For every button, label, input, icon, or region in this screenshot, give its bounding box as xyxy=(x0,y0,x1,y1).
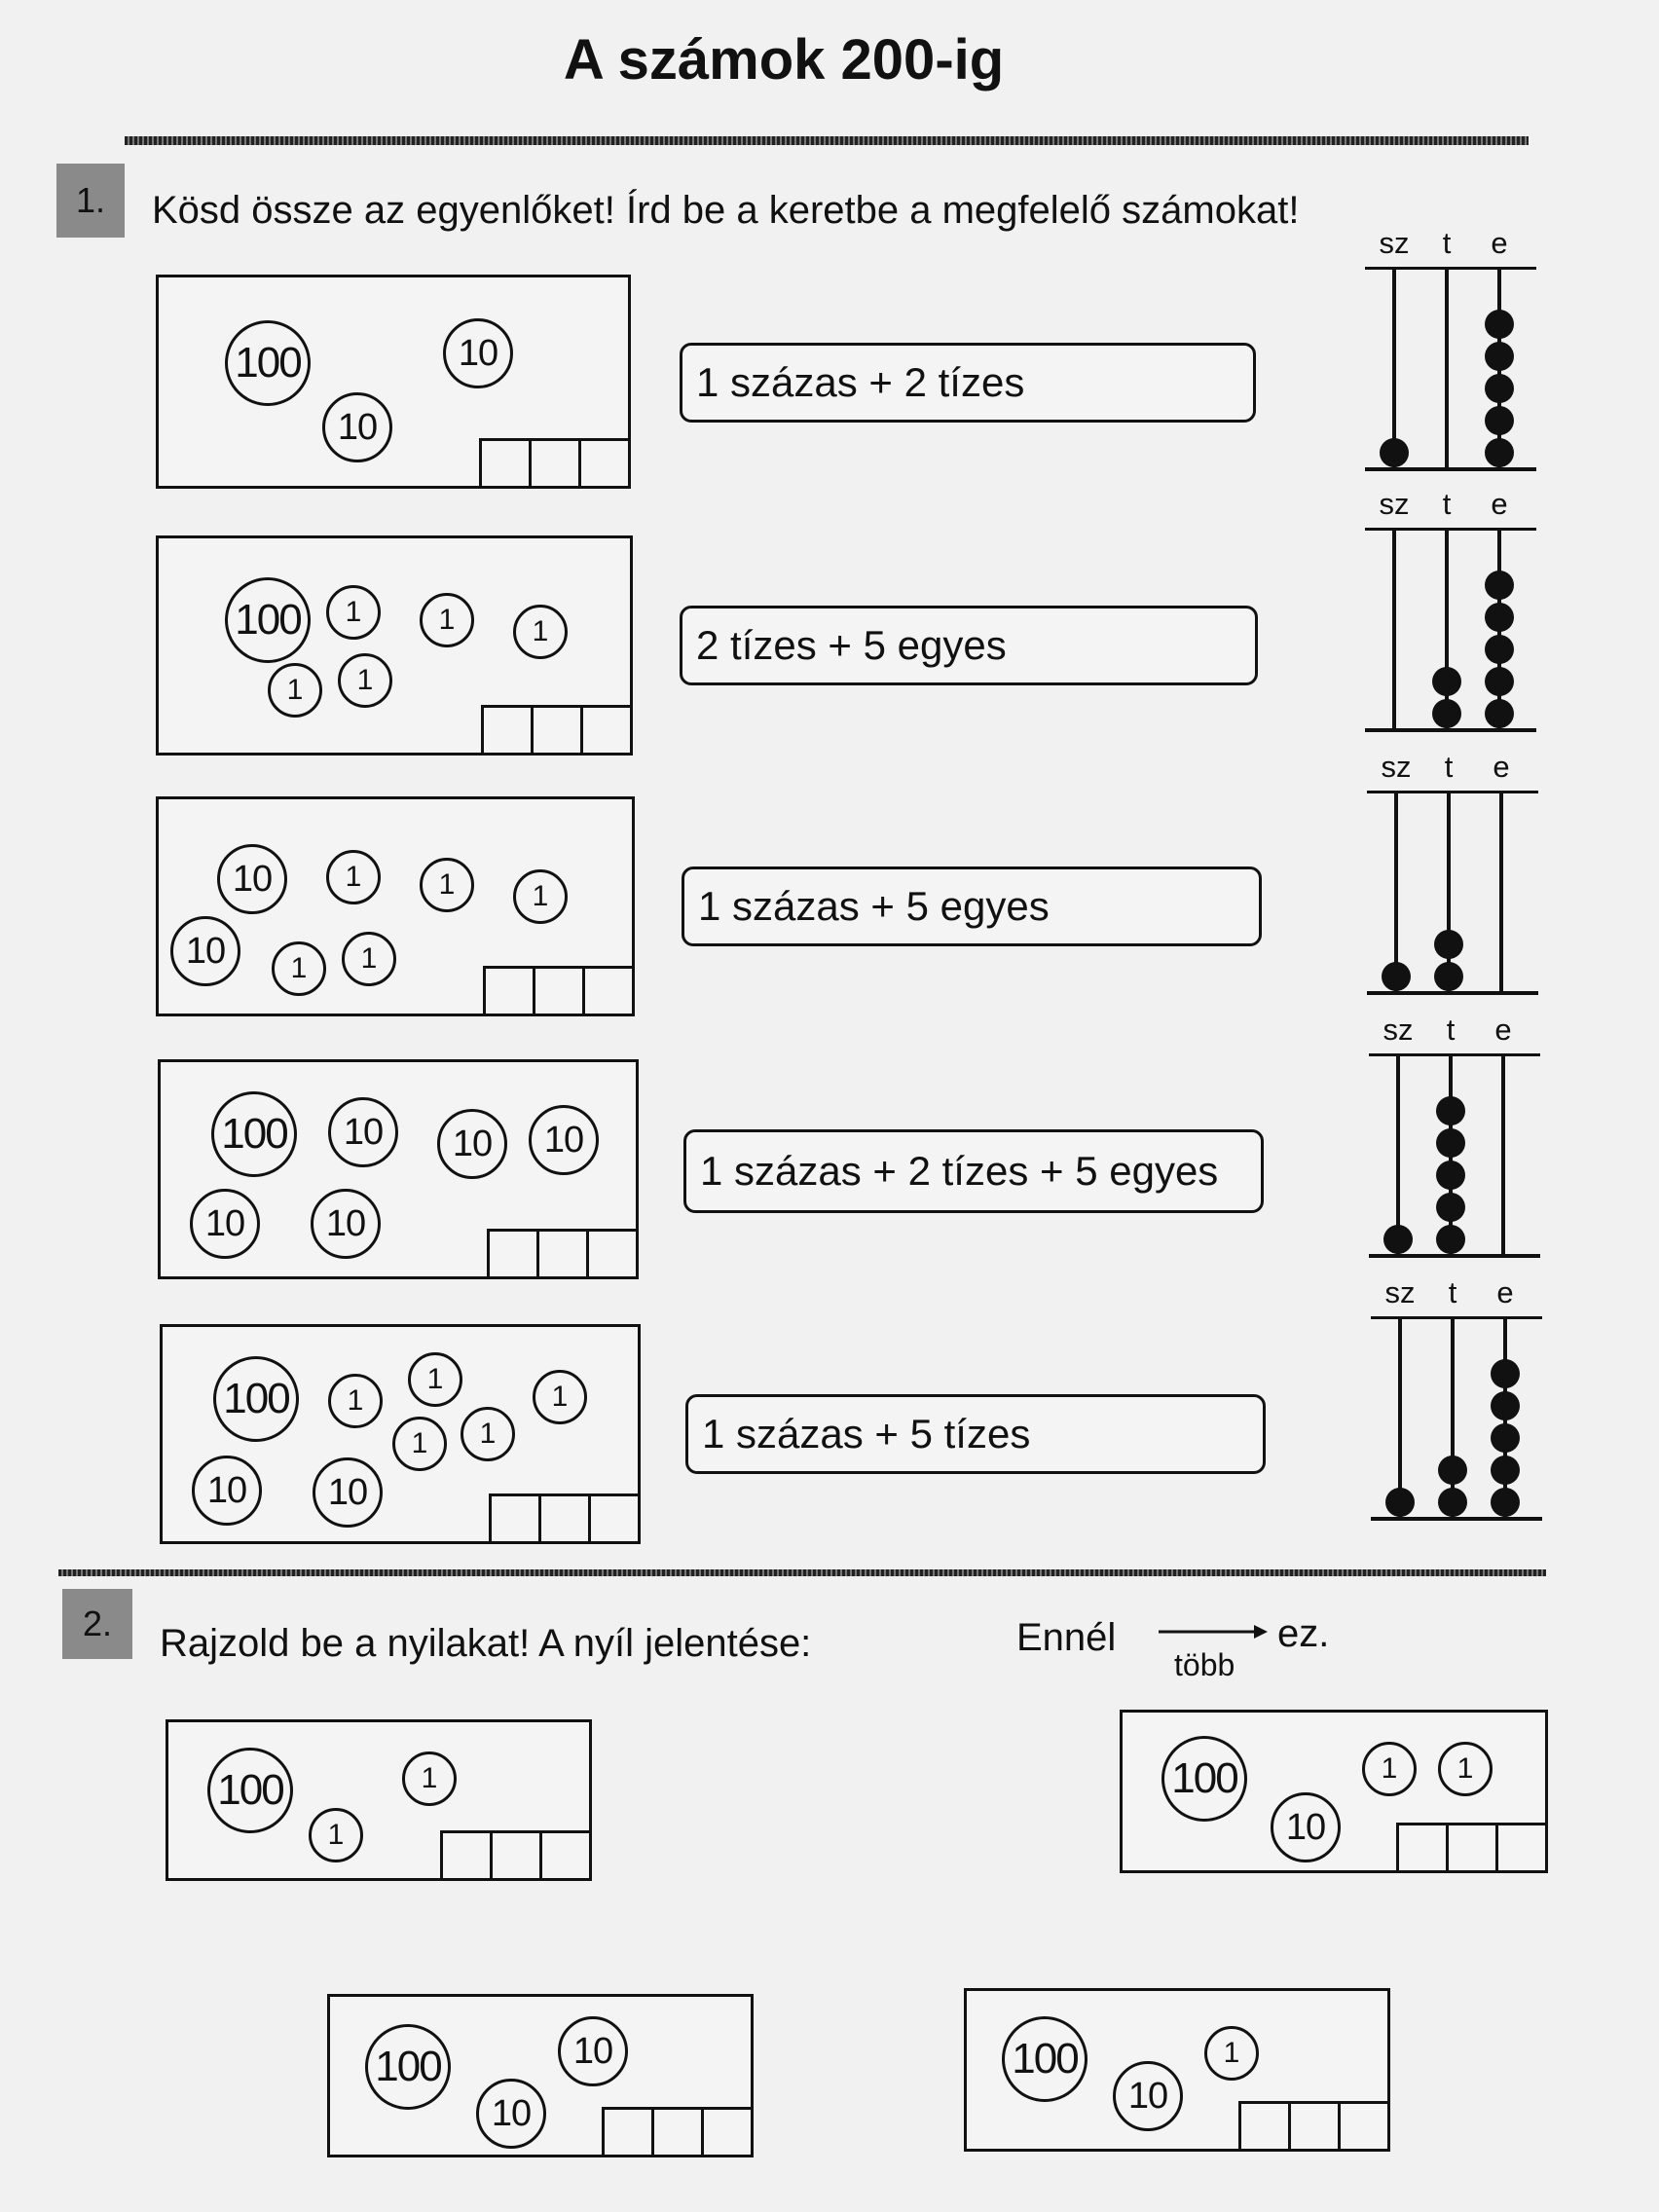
answer-box-ones[interactable] xyxy=(580,705,633,756)
coin-1: 1 xyxy=(420,593,474,647)
section-rule xyxy=(58,1569,1546,1576)
answer-box-ones[interactable] xyxy=(578,438,631,489)
answer-box-ones[interactable] xyxy=(582,966,635,1016)
coin-100: 100 xyxy=(211,1091,297,1177)
abacus-top-bar xyxy=(1365,528,1536,531)
abacus-label-e: e xyxy=(1491,487,1508,521)
abacus xyxy=(1365,226,1536,471)
answer-box-hundreds[interactable] xyxy=(481,705,534,756)
coin-1: 1 xyxy=(326,585,381,640)
abacus-label-sz: sz xyxy=(1384,1275,1416,1309)
abacus-label-sz: sz xyxy=(1381,750,1412,784)
answer-box-hundreds[interactable] xyxy=(479,438,532,489)
abacus-bead xyxy=(1432,699,1461,728)
answer-box-hundreds[interactable] xyxy=(440,1830,493,1881)
answer-box-tens[interactable] xyxy=(490,1830,542,1881)
abacus-bead xyxy=(1491,1391,1520,1420)
coin-100: 100 xyxy=(1161,1736,1247,1822)
coin-100: 100 xyxy=(225,320,311,406)
task1-number: 1. xyxy=(56,164,125,238)
abacus xyxy=(1367,750,1538,995)
coin-1: 1 xyxy=(1204,2026,1259,2081)
abacus-bead xyxy=(1434,962,1463,991)
abacus-bead xyxy=(1491,1359,1520,1388)
answer-box-hundreds[interactable] xyxy=(487,1229,539,1279)
abacus-bead xyxy=(1380,438,1409,467)
abacus-label-t: t xyxy=(1442,487,1452,521)
task1-card-1[interactable] xyxy=(156,275,631,489)
coin-1: 1 xyxy=(461,1407,515,1461)
abacus-base xyxy=(1369,1254,1540,1258)
answer-boxes[interactable] xyxy=(1399,1823,1548,1873)
abacus-label-e: e xyxy=(1494,1013,1512,1047)
coin-1: 1 xyxy=(338,653,392,708)
answer-box-ones[interactable] xyxy=(539,1830,592,1881)
abacus-bead xyxy=(1485,635,1514,664)
abacus-bead xyxy=(1485,374,1514,403)
abacus-base xyxy=(1367,991,1538,995)
abacus-label-t: t xyxy=(1448,1275,1457,1309)
answer-box-hundreds[interactable] xyxy=(483,966,535,1016)
abacus-label-sz: sz xyxy=(1382,1013,1414,1047)
abacus-bead xyxy=(1436,1128,1465,1158)
answer-box-ones[interactable] xyxy=(701,2107,754,2157)
abacus-label-t: t xyxy=(1442,226,1452,260)
abacus-top-bar xyxy=(1371,1316,1542,1319)
task2-card-3[interactable] xyxy=(327,1994,754,2157)
abacus-label-t: t xyxy=(1444,750,1454,784)
coin-10: 10 xyxy=(192,1456,262,1526)
abacus-base xyxy=(1365,467,1536,471)
abacus-top-bar xyxy=(1365,267,1536,270)
abacus-bead xyxy=(1491,1488,1520,1517)
abacus-bead xyxy=(1491,1423,1520,1453)
coin-1: 1 xyxy=(328,1374,383,1428)
answer-box-hundreds[interactable] xyxy=(1396,1823,1449,1873)
coin-1: 1 xyxy=(402,1751,457,1806)
answer-box-ones[interactable] xyxy=(588,1493,641,1544)
abacus-top-bar xyxy=(1369,1053,1540,1056)
answer-box-hundreds[interactable] xyxy=(489,1493,541,1544)
abacus-bead xyxy=(1485,603,1514,632)
abacus-bead xyxy=(1432,667,1461,696)
task1-card-4[interactable] xyxy=(158,1059,639,1279)
coin-10: 10 xyxy=(190,1189,260,1259)
abacus-bead xyxy=(1382,962,1411,991)
abacus-label-t: t xyxy=(1446,1013,1456,1047)
coin-100: 100 xyxy=(207,1748,293,1833)
answer-box-ones[interactable] xyxy=(1495,1823,1548,1873)
abacus-bead xyxy=(1485,571,1514,600)
task1-instruction: Kösd össze az egyenlőket! Írd be a keretbe a megfelelő számokat! xyxy=(152,189,1300,232)
abacus-bead xyxy=(1491,1456,1520,1485)
coin-1: 1 xyxy=(408,1352,462,1407)
answer-boxes[interactable] xyxy=(1241,2101,1390,2152)
abacus-bead xyxy=(1438,1488,1467,1517)
abacus-rod-e xyxy=(1499,793,1503,993)
coin-1: 1 xyxy=(1438,1742,1493,1796)
abacus-bead xyxy=(1485,438,1514,467)
coin-10: 10 xyxy=(322,392,392,462)
answer-box-hundreds[interactable] xyxy=(602,2107,654,2157)
coin-1: 1 xyxy=(513,869,568,924)
abacus xyxy=(1369,1013,1540,1258)
task2-instruction: Rajzold be a nyilakat! A nyíl jelentése: xyxy=(160,1622,812,1665)
abacus-base xyxy=(1371,1517,1542,1521)
answer-box-tens[interactable] xyxy=(651,2107,704,2157)
answer-box-tens[interactable] xyxy=(538,1493,591,1544)
abacus-bead xyxy=(1434,930,1463,959)
abacus-rod-sz xyxy=(1392,530,1396,730)
task2-card-1[interactable] xyxy=(166,1719,592,1881)
answer-boxes[interactable] xyxy=(484,705,633,756)
coin-10: 10 xyxy=(1113,2061,1183,2131)
answer-box-hundreds[interactable] xyxy=(1238,2101,1291,2152)
abacus-label-e: e xyxy=(1493,750,1510,784)
coin-1: 1 xyxy=(272,941,326,996)
coin-10: 10 xyxy=(529,1105,599,1175)
coin-100: 100 xyxy=(225,577,311,663)
abacus-label-e: e xyxy=(1491,226,1508,260)
abacus-top-bar xyxy=(1367,791,1538,793)
abacus-bead xyxy=(1436,1193,1465,1222)
task1-card-3[interactable] xyxy=(156,796,635,1016)
coin-10: 10 xyxy=(313,1457,383,1528)
task1-label-5[interactable]: 1 százas + 5 tízes xyxy=(685,1394,1266,1474)
abacus-label-e: e xyxy=(1496,1275,1514,1309)
abacus-bead xyxy=(1485,406,1514,435)
answer-boxes[interactable] xyxy=(605,2107,754,2157)
answer-box-tens[interactable] xyxy=(1288,2101,1341,2152)
abacus-bead xyxy=(1485,667,1514,696)
abacus-bead xyxy=(1436,1225,1465,1254)
legend-right: ez. xyxy=(1277,1612,1330,1655)
task1-label-3[interactable]: 1 százas + 5 egyes xyxy=(682,866,1262,946)
coin-10: 10 xyxy=(311,1189,381,1259)
abacus-rod-e xyxy=(1501,1055,1505,1256)
task1-card-5[interactable] xyxy=(160,1324,641,1544)
abacus-bead xyxy=(1436,1096,1465,1125)
coin-1: 1 xyxy=(326,850,381,904)
task2-number: 2. xyxy=(62,1589,132,1659)
coin-100: 100 xyxy=(1002,2016,1088,2102)
answer-box-tens[interactable] xyxy=(529,438,581,489)
task2-card-4[interactable] xyxy=(964,1988,1390,2152)
coin-10: 10 xyxy=(476,2079,546,2149)
legend-left: Ennél xyxy=(1016,1616,1117,1659)
coin-1: 1 xyxy=(392,1417,447,1471)
answer-box-ones[interactable] xyxy=(1338,2101,1390,2152)
answer-boxes[interactable] xyxy=(482,438,631,489)
answer-boxes[interactable] xyxy=(486,966,635,1016)
legend-arrow-label: több xyxy=(1174,1647,1235,1682)
coin-10: 10 xyxy=(170,916,240,986)
answer-boxes[interactable] xyxy=(443,1830,592,1881)
coin-100: 100 xyxy=(365,2024,451,2110)
answer-box-tens[interactable] xyxy=(536,1229,589,1279)
abacus-bead xyxy=(1485,310,1514,339)
coin-1: 1 xyxy=(309,1808,363,1862)
coin-10: 10 xyxy=(443,318,513,388)
answer-boxes[interactable] xyxy=(490,1229,639,1279)
abacus-base xyxy=(1365,728,1536,732)
abacus-rod-t xyxy=(1445,269,1449,469)
coin-10: 10 xyxy=(437,1109,507,1179)
abacus xyxy=(1371,1275,1542,1521)
abacus-label-sz: sz xyxy=(1379,226,1410,260)
coin-1: 1 xyxy=(268,663,322,718)
arrow-right-icon xyxy=(1157,1620,1270,1643)
abacus-bead xyxy=(1385,1488,1415,1517)
answer-box-tens[interactable] xyxy=(1446,1823,1498,1873)
abacus xyxy=(1365,487,1536,732)
coin-10: 10 xyxy=(558,2016,628,2086)
task1-label-1[interactable]: 1 százas + 2 tízes xyxy=(680,343,1256,423)
coin-1: 1 xyxy=(513,605,568,659)
abacus-bead xyxy=(1485,342,1514,371)
coin-1: 1 xyxy=(1362,1742,1417,1796)
coin-10: 10 xyxy=(1271,1792,1341,1862)
coin-10: 10 xyxy=(328,1097,398,1167)
task1-card-2[interactable] xyxy=(156,535,633,756)
abacus-bead xyxy=(1436,1161,1465,1190)
task2-card-2[interactable] xyxy=(1120,1710,1548,1873)
coin-1: 1 xyxy=(533,1370,587,1424)
abacus-bead xyxy=(1438,1456,1467,1485)
answer-box-ones[interactable] xyxy=(586,1229,639,1279)
abacus-bead xyxy=(1485,699,1514,728)
abacus-label-sz: sz xyxy=(1379,487,1410,521)
coin-1: 1 xyxy=(420,858,474,912)
coin-100: 100 xyxy=(213,1356,299,1442)
answer-box-tens[interactable] xyxy=(533,966,585,1016)
answer-box-tens[interactable] xyxy=(531,705,583,756)
title-rule xyxy=(125,136,1529,145)
answer-boxes[interactable] xyxy=(492,1493,641,1544)
page-title: A számok 200-ig xyxy=(563,28,1005,92)
coin-10: 10 xyxy=(217,844,287,914)
task1-label-4[interactable]: 1 százas + 2 tízes + 5 egyes xyxy=(683,1129,1264,1213)
coin-1: 1 xyxy=(342,932,396,986)
task1-label-2[interactable]: 2 tízes + 5 egyes xyxy=(680,606,1258,685)
abacus-bead xyxy=(1383,1225,1413,1254)
